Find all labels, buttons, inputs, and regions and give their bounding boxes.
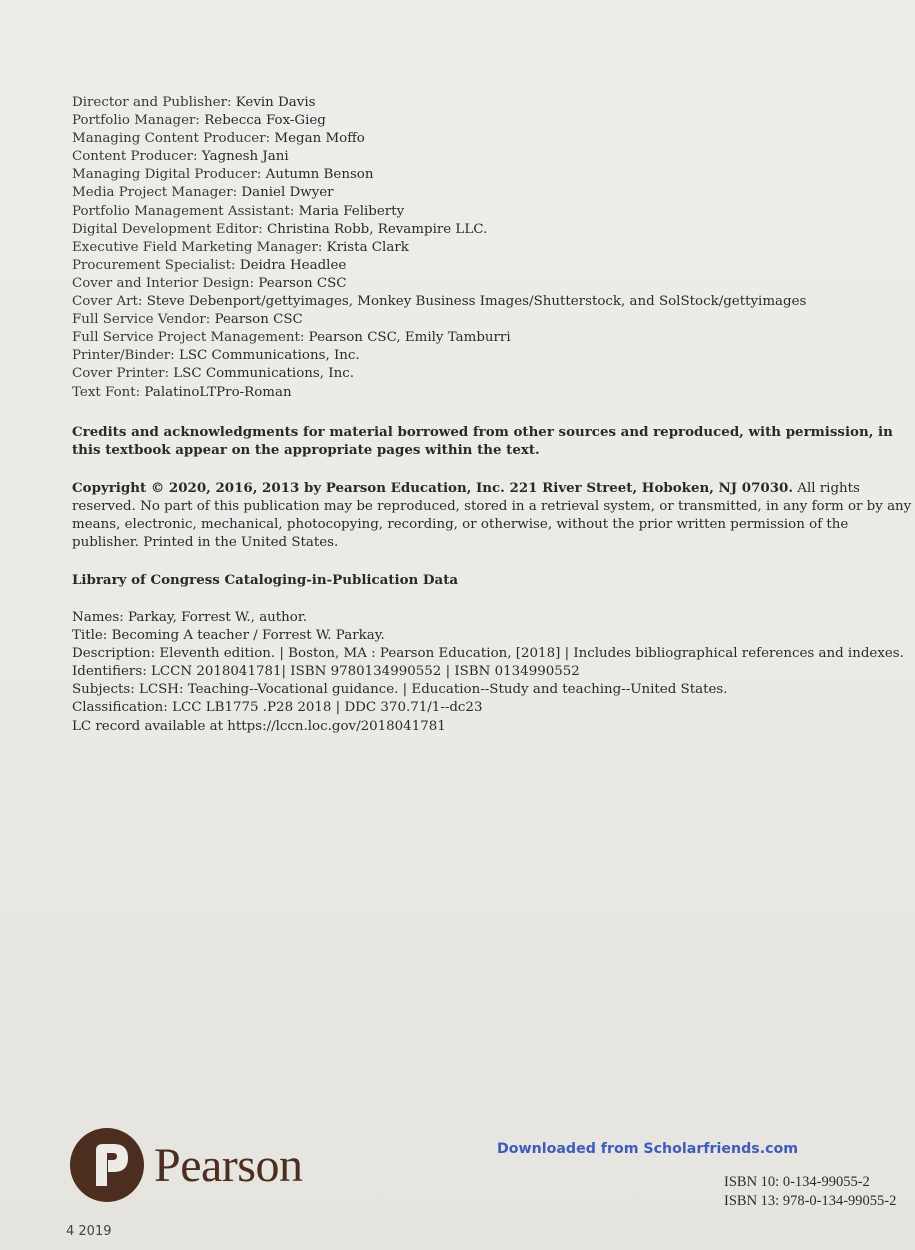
cip-line: Subjects: LCSH: Teaching--Vocational guidance. | Education--Study and teaching--United States. [72, 682, 728, 698]
credit-line [72, 148, 912, 166]
credit-name: Krista Clark [326, 239, 409, 255]
credit-name: LSC Communications, Inc. [173, 366, 354, 382]
credit-line [72, 130, 912, 148]
credit-name: Pearson CSC [214, 312, 303, 328]
copyright-statement: Copyright © 2020, 2016, 2013 by Pearson Education, Inc. 221 River Street, Hoboken, NJ 07030. [72, 480, 794, 496]
cip-line: Identifiers: LCCN 2018041781| ISBN 9780134990552 | ISBN 0134990552 [72, 664, 580, 680]
credit-role: Managing Digital Producer: [72, 167, 262, 183]
credit-line [72, 293, 912, 311]
isbn-13: ISBN 13: 978-0-134-99055-2 [724, 1193, 897, 1209]
cip-heading: Library of Congress Cataloging-in-Publication Data [72, 572, 459, 588]
credit-line [72, 184, 912, 202]
credit-name: Christina Robb, Revampire LLC. [266, 221, 488, 237]
credit-role: Content Producer: [72, 149, 198, 165]
credit-role: Text Font: [72, 384, 141, 400]
credit-name: Autumn Benson [265, 167, 374, 183]
credit-role: Executive Field Marketing Manager: [72, 239, 323, 255]
credit-name: Daniel Dwyer [241, 185, 334, 201]
credit-name: Deidra Headlee [239, 257, 347, 273]
pearson-logo [70, 1128, 302, 1202]
production-credits [72, 94, 912, 402]
credit-line [72, 203, 912, 221]
credit-line [72, 365, 912, 383]
cip-line: LC record available at https://lccn.loc.gov/2018041781 [72, 718, 446, 734]
credit-line [72, 329, 912, 347]
copyright-rights: All rights reserved. No part of this publication may be reproduced, stored in a retrieval system, or transmitted, in any form or by any means, electronic, mechanical, photocopying, recording, or otherwise, without the prior written permission of the publisher. Printed in the United States. [72, 481, 912, 551]
credit-role: Media Project Manager: [72, 185, 238, 201]
credit-line [72, 257, 912, 275]
pearson-wordmark: Pearson [154, 1138, 303, 1192]
credit-line [72, 347, 912, 365]
credit-role: Cover Art: [72, 294, 143, 310]
credit-line [72, 221, 912, 239]
credit-name: Rebecca Fox-Gieg [204, 113, 326, 129]
credit-role: Full Service Project Management: [72, 330, 305, 346]
credit-name: Steve Debenport/gettyimages, Monkey Business Images/Shutterstock, and SolStock/gettyimages [146, 294, 807, 310]
credit-role: Cover Printer: [72, 366, 169, 382]
credit-name: LSC Communications, Inc. [178, 348, 360, 364]
isbn-block [724, 1173, 896, 1211]
cip-line: Title: Becoming A teacher / Forrest W. Parkay. [72, 628, 385, 644]
credit-name: Yagnesh Jani [201, 149, 289, 165]
cip-line: Description: Eleventh edition. | Boston, MA : Pearson Education, [2018] | Includes bibliographical references and indexes. [72, 646, 904, 662]
pearson-p-icon [70, 1128, 144, 1202]
credit-role: Portfolio Manager: [72, 113, 200, 129]
download-source-link[interactable]: Downloaded from Scholarfriends.com [497, 1141, 799, 1157]
cip-line: Names: Parkay, Forrest W., author. [72, 610, 308, 625]
credit-role: Cover and Interior Design: [72, 275, 255, 291]
credit-role: Managing Content Producer: [72, 131, 271, 147]
credit-line [72, 384, 912, 402]
credit-role: Procurement Specialist: [72, 257, 236, 273]
credit-name: Maria Feliberty [298, 203, 405, 219]
isbn-10: ISBN 10: 0-134-99055-2 [724, 1174, 870, 1190]
credit-line [72, 311, 912, 329]
credit-name: Megan Moffo [274, 131, 365, 147]
credit-line [72, 112, 912, 130]
cip-data [72, 609, 912, 736]
credit-line [72, 275, 912, 293]
credit-role: Portfolio Management Assistant: [72, 203, 295, 219]
credit-role: Full Service Vendor: [72, 312, 211, 328]
credit-role: Printer/Binder: [72, 348, 175, 364]
credit-line [72, 166, 912, 184]
acknowledgment-note: Credits and acknowledgments for material borrowed from other sources and reproduced, with permission, in this textbook appear on the appropriate pages within the text. [72, 424, 893, 459]
credit-line [72, 239, 912, 257]
cip-line: Classification: LCC LB1775 .P28 2018 | DDC 370.71/1--dc23 [72, 700, 483, 716]
credit-role: Director and Publisher: [72, 95, 232, 110]
printing-code: 4 2019 [66, 1224, 112, 1239]
credit-name: Pearson CSC, Emily Tamburri [308, 330, 511, 346]
credit-name: PalatinoLTPro-Roman [144, 384, 292, 400]
credit-role: Digital Development Editor: [72, 221, 263, 237]
credit-name: Pearson CSC [258, 275, 347, 291]
credit-name: Kevin Davis [235, 95, 316, 110]
copyright-notice [72, 479, 912, 552]
credit-line [72, 94, 912, 112]
